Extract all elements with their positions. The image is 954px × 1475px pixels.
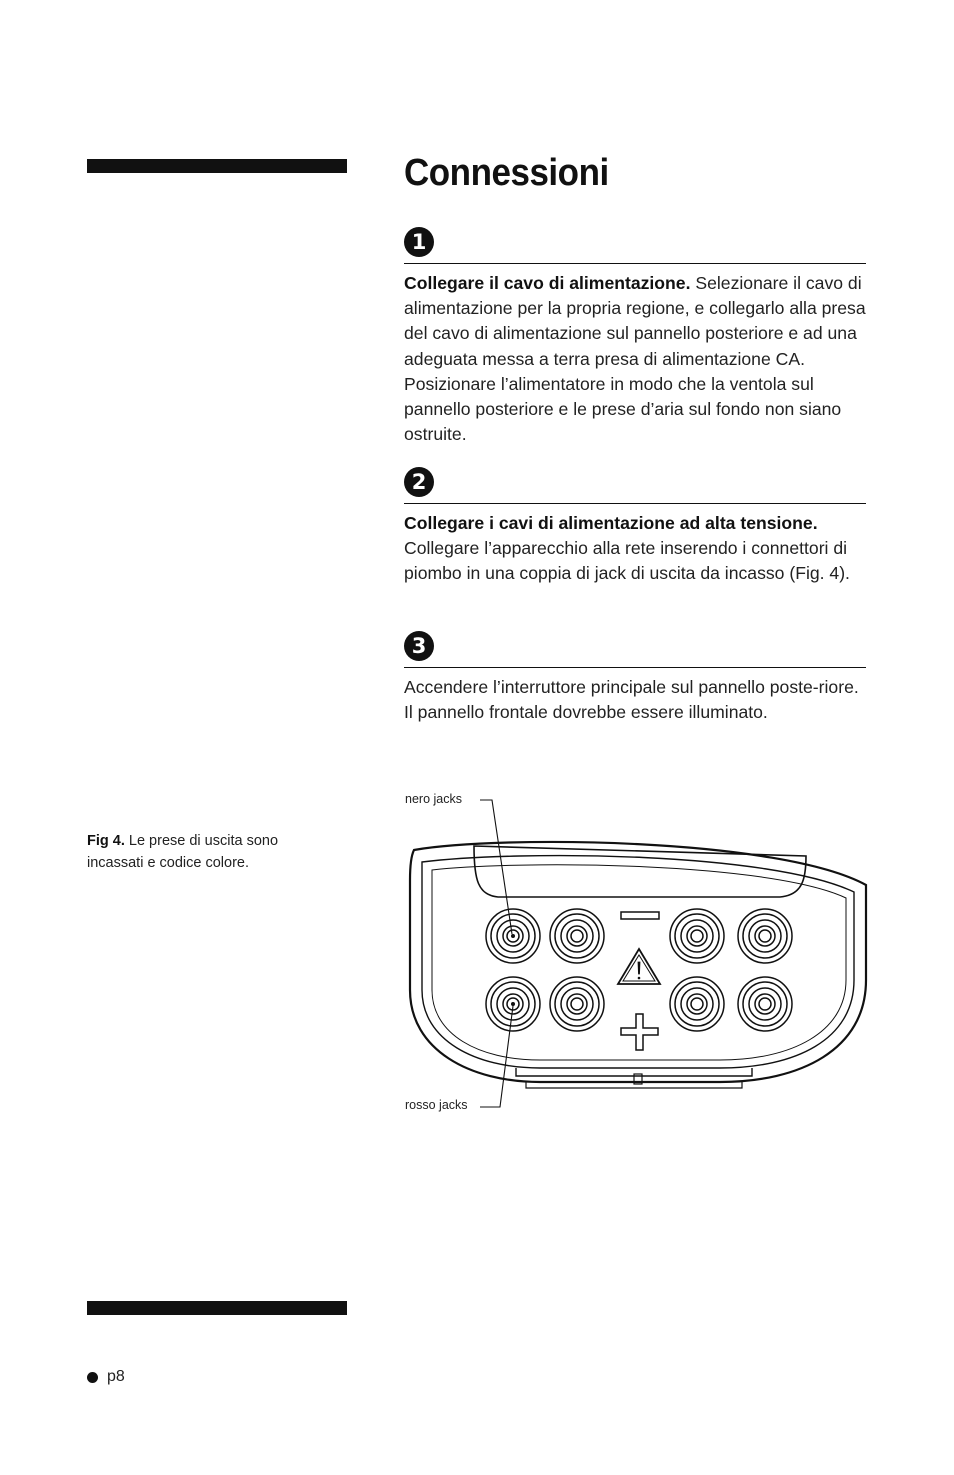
figure-caption-text: Le prese di uscita sono incassati e codice colore. <box>87 833 279 871</box>
top-rule-bar <box>87 159 347 173</box>
jack-bottom-3 <box>670 977 724 1031</box>
nero-jack-center <box>511 934 515 938</box>
output-panel-figure <box>400 780 880 1120</box>
step-number-badge: 3 <box>404 631 434 661</box>
step-number-badge: 2 <box>404 467 434 497</box>
step-1 <box>404 227 866 447</box>
warning-exclamation <box>638 962 640 974</box>
page-number <box>87 1368 125 1386</box>
leader-line-rosso <box>480 1006 513 1107</box>
jack-top-4 <box>738 909 792 963</box>
step-2 <box>404 467 866 587</box>
jack-bottom-2 <box>550 977 604 1031</box>
bullet-dot-icon <box>87 1372 98 1383</box>
step-number-badge: 1 <box>404 227 434 257</box>
figure-caption <box>87 830 327 874</box>
step-lead: Collegare il cavo di alimentazione. <box>404 273 691 293</box>
step-body: Accendere l’interruttore principale sul pannello poste-riore. Il pannello frontale dovrebbe essere illuminato. <box>404 677 859 723</box>
step-paragraph <box>404 271 866 447</box>
step-body: Collegare l’apparecchio alla rete inserendo i connettori di piombo in una coppia di jack di uscita da incasso (Fig. 4). <box>404 538 850 584</box>
step-paragraph <box>404 511 866 587</box>
step-body: Selezionare il cavo di alimentazione per la propria regione, e collegarlo alla presa del cavo di alimentazione sul pannello posteriore e ad una adeguata messa a terra presa di alimentazione CA. Posizionare l’alimentatore in modo che la ventola sul pannello posteriore e le prese d’aria sul fondo non siano ostruite. <box>404 273 866 445</box>
minus-icon <box>621 912 659 919</box>
step-divider <box>404 667 866 668</box>
label-nero-jacks: nero jacks <box>405 792 462 806</box>
display-window-recess <box>474 846 806 897</box>
rosso-jack-center <box>511 1002 515 1006</box>
panel-illustration <box>400 780 880 1120</box>
plus-icon <box>621 1014 658 1050</box>
leader-line-nero <box>480 800 512 934</box>
step-divider <box>404 263 866 264</box>
page-title: Connessioni <box>404 152 609 194</box>
step-lead: Collegare i cavi di alimentazione ad alta tensione. <box>404 513 818 533</box>
warning-exclamation-dot <box>638 977 641 980</box>
step-paragraph <box>404 675 866 725</box>
page-number-text: p8 <box>107 1368 125 1385</box>
jack-top-3 <box>670 909 724 963</box>
label-rosso-jacks: rosso jacks <box>405 1098 468 1112</box>
step-3 <box>404 631 866 725</box>
figure-caption-label: Fig 4. <box>87 833 125 849</box>
bottom-rule-bar <box>87 1301 347 1315</box>
step-divider <box>404 503 866 504</box>
jack-top-2 <box>550 909 604 963</box>
jack-bottom-4 <box>738 977 792 1031</box>
